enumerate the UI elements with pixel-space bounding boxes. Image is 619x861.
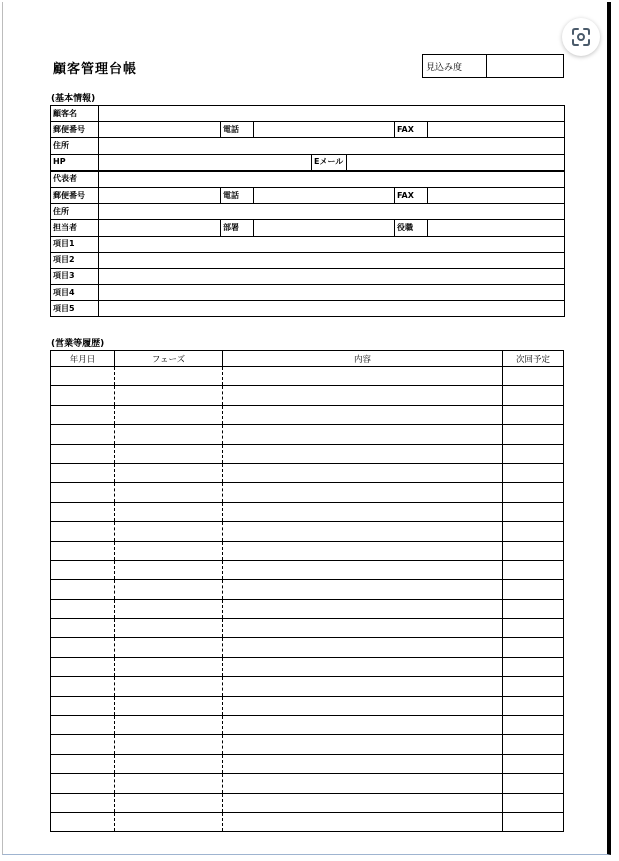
phase-cell[interactable]	[115, 812, 223, 831]
item3-label: 項目3	[51, 268, 99, 284]
row-hp	[51, 154, 565, 171]
date-cell[interactable]	[51, 522, 115, 541]
date-cell[interactable]	[51, 580, 115, 599]
table-row	[51, 812, 564, 831]
postal-label: 郵便番号	[51, 122, 99, 138]
date-cell[interactable]	[51, 657, 115, 676]
email-label: Eメール	[312, 154, 347, 171]
address-cell[interactable]	[99, 138, 565, 154]
date-cell[interactable]	[51, 444, 115, 463]
customer-name-label: 顧客名	[51, 106, 99, 122]
phase-cell[interactable]	[115, 696, 223, 715]
content-cell[interactable]	[223, 599, 503, 618]
next-cell[interactable]	[503, 405, 564, 424]
content-cell[interactable]	[223, 425, 503, 444]
phone-label-2: 電話	[221, 187, 254, 203]
phase-cell[interactable]	[115, 793, 223, 812]
fax-cell-2[interactable]	[428, 187, 565, 203]
content-cell[interactable]	[223, 677, 503, 696]
sales-history-table	[50, 350, 564, 832]
table-row	[51, 677, 564, 696]
item2-label: 項目2	[51, 252, 99, 268]
content-cell[interactable]	[223, 541, 503, 560]
phase-cell[interactable]	[115, 502, 223, 521]
next-cell[interactable]	[503, 560, 564, 579]
prospect-box	[422, 54, 564, 78]
row-customer-name	[51, 106, 565, 122]
date-cell[interactable]	[51, 560, 115, 579]
content-cell[interactable]	[223, 386, 503, 405]
next-cell[interactable]	[503, 677, 564, 696]
phase-cell[interactable]	[115, 619, 223, 638]
content-cell[interactable]	[223, 580, 503, 599]
next-cell[interactable]	[503, 735, 564, 754]
date-cell[interactable]	[51, 812, 115, 831]
table-row	[51, 638, 564, 657]
next-cell[interactable]	[503, 754, 564, 773]
table-row	[51, 619, 564, 638]
representative-label: 代表者	[51, 171, 99, 188]
item3-cell[interactable]	[99, 268, 565, 284]
table-row	[51, 405, 564, 424]
date-cell[interactable]	[51, 793, 115, 812]
row-address	[51, 138, 565, 154]
phase-cell[interactable]	[115, 386, 223, 405]
address-cell-2[interactable]	[99, 204, 565, 220]
customer-name-cell[interactable]	[99, 106, 565, 122]
content-cell[interactable]	[223, 774, 503, 793]
phase-cell[interactable]	[115, 735, 223, 754]
table-row	[51, 774, 564, 793]
next-cell[interactable]	[503, 619, 564, 638]
row-item4	[51, 285, 565, 301]
phase-cell[interactable]	[115, 580, 223, 599]
department-label: 部署	[221, 220, 254, 236]
col-phase-header: フェーズ	[115, 351, 223, 367]
date-cell[interactable]	[51, 774, 115, 793]
item4-label: 項目4	[51, 285, 99, 301]
table-row	[51, 522, 564, 541]
phase-cell[interactable]	[115, 522, 223, 541]
content-cell[interactable]	[223, 463, 503, 482]
hp-cell[interactable]	[99, 154, 312, 171]
content-cell[interactable]	[223, 793, 503, 812]
col-next-header: 次回予定	[503, 351, 564, 367]
phase-cell[interactable]	[115, 405, 223, 424]
next-cell[interactable]	[503, 386, 564, 405]
next-cell[interactable]	[503, 638, 564, 657]
phase-cell[interactable]	[115, 677, 223, 696]
row-representative	[51, 171, 565, 188]
phase-cell[interactable]	[115, 638, 223, 657]
table-row	[51, 425, 564, 444]
representative-cell[interactable]	[99, 171, 565, 188]
date-cell[interactable]	[51, 502, 115, 521]
item1-label: 項目1	[51, 236, 99, 252]
phase-cell[interactable]	[115, 716, 223, 735]
date-cell[interactable]	[51, 677, 115, 696]
date-cell[interactable]	[51, 754, 115, 773]
next-cell[interactable]	[503, 483, 564, 502]
phase-cell[interactable]	[115, 367, 223, 386]
date-cell[interactable]	[51, 483, 115, 502]
lens-search-button[interactable]	[562, 18, 600, 56]
basic-info-label: (基本情報)	[51, 94, 96, 104]
content-cell[interactable]	[223, 716, 503, 735]
row-postal	[51, 122, 565, 138]
table-row	[51, 793, 564, 812]
row-postal-2	[51, 187, 565, 203]
col-content-header: 内容	[223, 351, 503, 367]
item2-cell[interactable]	[99, 252, 565, 268]
position-cell[interactable]	[428, 220, 565, 236]
customer-info-table	[50, 105, 565, 317]
next-cell[interactable]	[503, 522, 564, 541]
next-cell[interactable]	[503, 502, 564, 521]
next-cell[interactable]	[503, 812, 564, 831]
content-cell[interactable]	[223, 444, 503, 463]
content-cell[interactable]	[223, 812, 503, 831]
date-cell[interactable]	[51, 425, 115, 444]
date-cell[interactable]	[51, 696, 115, 715]
table-row	[51, 463, 564, 482]
table-row	[51, 444, 564, 463]
date-cell[interactable]	[51, 619, 115, 638]
table-row	[51, 716, 564, 735]
content-cell[interactable]	[223, 619, 503, 638]
item4-cell[interactable]	[99, 285, 565, 301]
page-title: 顧客管理台帳	[53, 62, 138, 77]
content-cell[interactable]	[223, 754, 503, 773]
fax-cell[interactable]	[428, 122, 565, 138]
postal-cell[interactable]	[99, 122, 221, 138]
table-row	[51, 541, 564, 560]
email-cell[interactable]	[347, 154, 565, 171]
table-row	[51, 657, 564, 676]
lens-scan-icon	[570, 26, 592, 48]
next-cell[interactable]	[503, 657, 564, 676]
phase-cell[interactable]	[115, 463, 223, 482]
table-row	[51, 560, 564, 579]
date-cell[interactable]	[51, 735, 115, 754]
row-item3	[51, 268, 565, 284]
department-cell[interactable]	[254, 220, 395, 236]
table-row	[51, 696, 564, 715]
address-label: 住所	[51, 138, 99, 154]
history-header-row	[51, 351, 564, 367]
prospect-label: 見込み度	[423, 55, 487, 77]
phase-cell[interactable]	[115, 657, 223, 676]
date-cell[interactable]	[51, 386, 115, 405]
position-label: 役職	[395, 220, 428, 236]
fax-label: FAX	[395, 122, 428, 138]
next-cell[interactable]	[503, 463, 564, 482]
history-body	[51, 367, 564, 832]
table-row	[51, 754, 564, 773]
next-cell[interactable]	[503, 580, 564, 599]
next-cell[interactable]	[503, 793, 564, 812]
date-cell[interactable]	[51, 541, 115, 560]
phase-cell[interactable]	[115, 425, 223, 444]
phone-cell-2[interactable]	[254, 187, 395, 203]
history-label: (営業等履歴)	[51, 339, 105, 349]
row-person-in-charge	[51, 220, 565, 236]
date-cell[interactable]	[51, 599, 115, 618]
date-cell[interactable]	[51, 638, 115, 657]
content-cell[interactable]	[223, 560, 503, 579]
date-cell[interactable]	[51, 463, 115, 482]
table-row	[51, 580, 564, 599]
phone-label: 電話	[221, 122, 254, 138]
table-row	[51, 599, 564, 618]
phase-cell[interactable]	[115, 560, 223, 579]
table-row	[51, 735, 564, 754]
phase-cell[interactable]	[115, 754, 223, 773]
next-cell[interactable]	[503, 541, 564, 560]
person-in-charge-cell[interactable]	[99, 220, 221, 236]
next-cell[interactable]	[503, 425, 564, 444]
table-row	[51, 386, 564, 405]
phase-cell[interactable]	[115, 541, 223, 560]
date-cell[interactable]	[51, 367, 115, 386]
date-cell[interactable]	[51, 716, 115, 735]
phase-cell[interactable]	[115, 483, 223, 502]
phase-cell[interactable]	[115, 599, 223, 618]
item1-cell[interactable]	[99, 236, 565, 252]
phone-cell[interactable]	[254, 122, 395, 138]
item5-label: 項目5	[51, 301, 99, 317]
table-row	[51, 502, 564, 521]
table-row	[51, 367, 564, 386]
phase-cell[interactable]	[115, 774, 223, 793]
table-row	[51, 483, 564, 502]
content-cell[interactable]	[223, 502, 503, 521]
content-cell[interactable]	[223, 405, 503, 424]
postal-cell-2[interactable]	[99, 187, 221, 203]
next-cell[interactable]	[503, 774, 564, 793]
content-cell[interactable]	[223, 696, 503, 715]
content-cell[interactable]	[223, 522, 503, 541]
next-cell[interactable]	[503, 696, 564, 715]
content-cell[interactable]	[223, 367, 503, 386]
next-cell[interactable]	[503, 599, 564, 618]
prospect-value[interactable]	[487, 55, 563, 77]
col-date-header: 年月日	[51, 351, 115, 367]
address-label-2: 住所	[51, 204, 99, 220]
person-in-charge-label: 担当者	[51, 220, 99, 236]
postal-label-2: 郵便番号	[51, 187, 99, 203]
hp-label: HP	[51, 154, 99, 171]
content-cell[interactable]	[223, 657, 503, 676]
row-item1	[51, 236, 565, 252]
content-cell[interactable]	[223, 483, 503, 502]
row-address-2	[51, 204, 565, 220]
next-cell[interactable]	[503, 367, 564, 386]
fax-label-2: FAX	[395, 187, 428, 203]
phase-cell[interactable]	[115, 444, 223, 463]
date-cell[interactable]	[51, 405, 115, 424]
content-cell[interactable]	[223, 638, 503, 657]
next-cell[interactable]	[503, 444, 564, 463]
row-item5	[51, 301, 565, 317]
content-cell[interactable]	[223, 735, 503, 754]
next-cell[interactable]	[503, 716, 564, 735]
item5-cell[interactable]	[99, 301, 565, 317]
row-item2	[51, 252, 565, 268]
